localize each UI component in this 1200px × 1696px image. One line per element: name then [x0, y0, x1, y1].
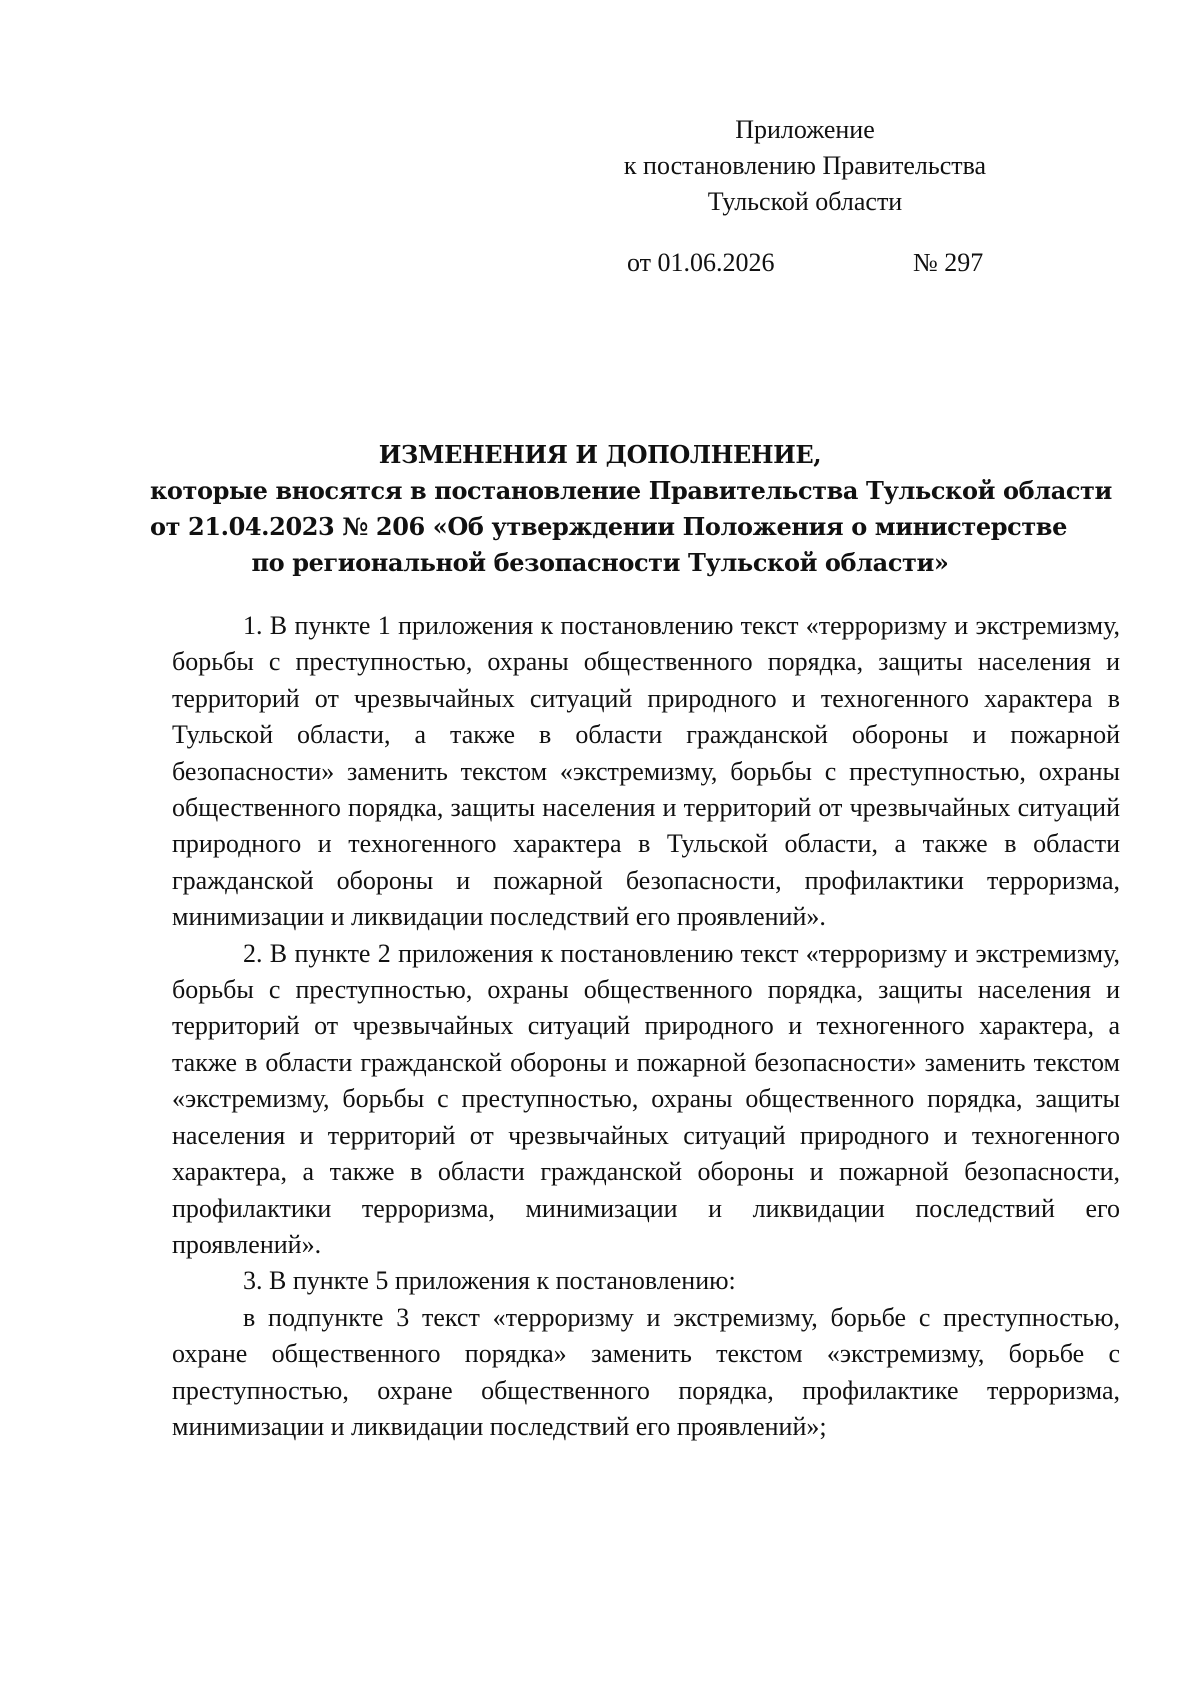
document-body	[172, 608, 1120, 1445]
appendix-header	[570, 112, 1040, 220]
document-date: от 01.06.2026	[627, 248, 775, 277]
title-line-3: от 21.04.2023 № 206 «Об утверждении Положения о министерстве	[150, 512, 1067, 541]
paragraph-1: 1. В пункте 1 приложения к постановлению текст «терроризму и экстремизму, борьбы с преступностью, охраны общественного порядка, защиты населения и территорий от чрезвычайных ситуаций природного и техногенного характера в Тульской области, а также в области гражданской обороны и пожарной безопасности» заменить текстом «экстремизму, борьбы с преступностью, охраны общественного порядка, защиты населения и территорий от чрезвычайных ситуаций природного и техногенного характера в Тульской области, а также в области гражданской обороны и пожарной безопасности, профилактики терроризма, минимизации и ликвидации последствий его проявлений».	[172, 611, 1120, 932]
document-title	[150, 437, 1112, 581]
document-number: № 297	[913, 248, 984, 277]
paragraph-2: 2. В пункте 2 приложения к постановлению текст «терроризму и экстремизму, борьбы с преступностью, охраны общественного порядка, защиты населения и территорий от чрезвычайных ситуаций природного и техногенного характера, а также в области гражданской обороны и пожарной безопасности» заменить текстом «экстремизму, борьбы с преступностью, охраны общественного порядка, защиты населения и территорий от чрезвычайных ситуаций природного и техногенного характера, а также в области гражданской обороны и пожарной безопасности, профилактики терроризма, минимизации и ликвидации последствий его проявлений».	[172, 938, 1120, 1259]
title-line-2: которые вносятся в постановление Правительства Тульской области	[150, 476, 1112, 505]
title-line-1: ИЗМЕНЕНИЯ И ДОПОЛНЕНИЕ,	[378, 440, 822, 469]
title-line-4: по региональной безопасности Тульской области»	[251, 548, 949, 577]
paragraph-3: 3. В пункте 5 приложения к постановлению:	[243, 1266, 736, 1296]
paragraph-4: в подпункте 3 текст «терроризму и экстремизму, борьбе с преступностью, охране общественного порядка» заменить текстом «экстремизму, борьбе с преступностью, охране общественного порядка, профилактике терроризма, минимизации и ликвидации последствий его проявлений»;	[172, 1302, 1120, 1441]
appendix-line-1: Приложение	[735, 115, 875, 144]
appendix-line-3: Тульской области	[707, 187, 903, 216]
appendix-line-2: к постановлению Правительства	[623, 151, 987, 180]
